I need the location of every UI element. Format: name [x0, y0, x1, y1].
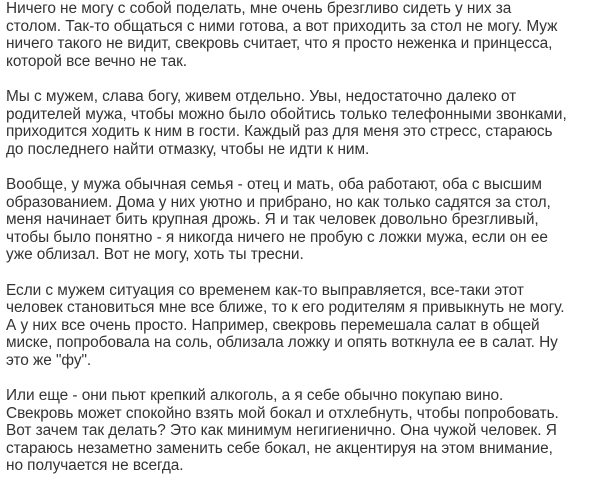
text-line: Ничего не могу с собой поделать, мне очень брезгливо сидеть у них за	[6, 0, 512, 17]
text-line: Или еще - они пьют крепкий алкоголь, а я себе обычно покупаю вино.	[6, 387, 504, 405]
paragraph-2	[6, 88, 610, 158]
text-line: приходится ходить к ним в гости. Каждый раз для меня это стресс, стараюсь	[6, 123, 553, 141]
text-line: стараюсь незаметно заменить себе бокал, не акцентируя на этом внимание,	[6, 439, 553, 457]
text-line: меня начинает бить крупная дрожь. Я и так человек довольно брезгливый,	[6, 211, 539, 229]
paragraph-4	[6, 282, 610, 370]
text-line: которой все вечно не так.	[6, 52, 188, 70]
paragraph-5	[6, 387, 610, 475]
text-line: родителей мужа, чтобы можно было обойтись только телефонными звонками,	[6, 105, 567, 123]
text-line: ничего такого не видит, свекровь считает, что я просто неженка и принцесса,	[6, 35, 553, 53]
text-line: Мы с мужем, слава богу, живем отдельно. Увы, недостаточно далеко от	[6, 87, 517, 105]
text-line: Свекровь может спокойно взять мой бокал и отхлебнуть, чтобы попробовать.	[6, 404, 559, 422]
text-line: уже облизал. Вот не могу, хоть ты тресни.	[6, 246, 304, 264]
text-line: миске, попробовала на соль, облизала ложку и опять воткнула ее в салат. Ну	[6, 334, 558, 352]
text-line: это же "фу".	[6, 351, 92, 369]
text-line: столом. Так-то общаться с ними готова, а вот приходить за стол не могу. Муж	[6, 17, 558, 35]
text-line: образованием. Дома у них уютно и прибрано, но как только садятся за стол,	[6, 193, 551, 211]
article-body	[6, 0, 610, 475]
text-line: А у них все очень просто. Например, свекровь перемешала салат в общей	[6, 316, 540, 334]
paragraph-1	[6, 0, 610, 70]
text-line: но получается не всегда.	[6, 457, 184, 475]
text-line: Вообще, у мужа обычная семья - отец и мать, оба работают, оба с высшим	[6, 175, 542, 193]
paragraph-3	[6, 176, 610, 264]
text-line: до последнего найти отмазку, чтобы не идти к ним.	[6, 140, 370, 158]
text-line: Вот зачем так делать? Это как минимум негигиенично. Она чужой человек. Я	[6, 422, 557, 440]
text-line: чтобы было понятно - я никогда ничего не пробую с ложки мужа, если он ее	[6, 228, 548, 246]
text-line: Если с мужем ситуация со временем как-то выправляется, все-таки этот	[6, 281, 524, 299]
text-line: человек становиться мне все ближе, то к его родителям я привыкнуть не могу.	[6, 299, 565, 317]
